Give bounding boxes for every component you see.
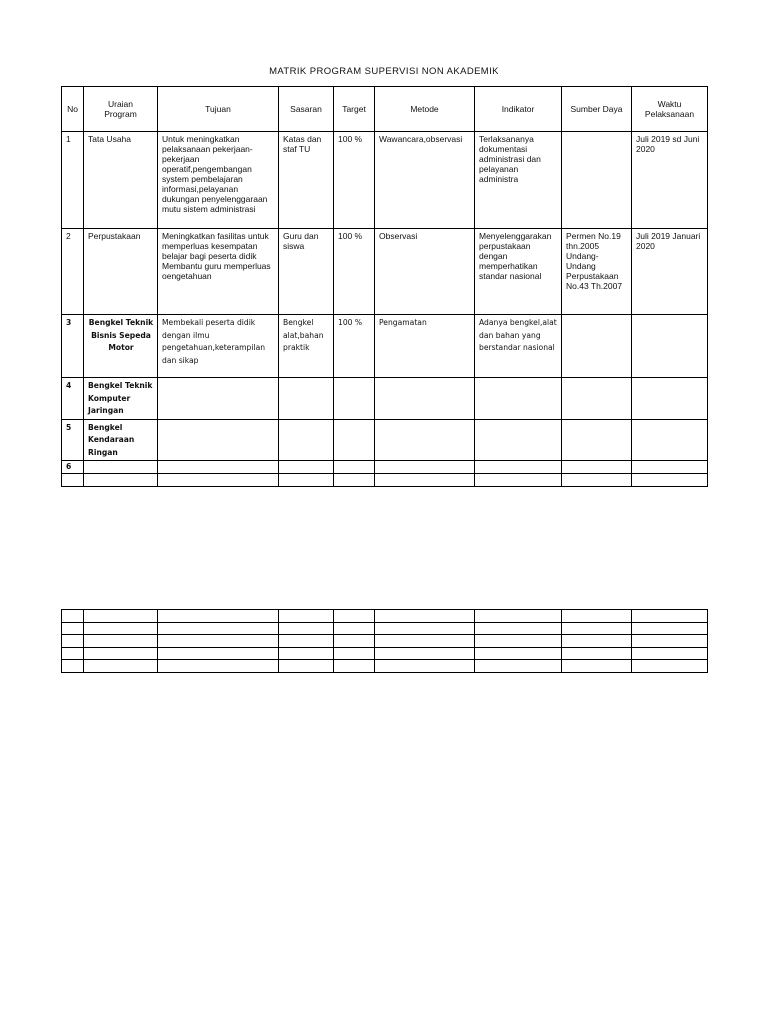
document-title: MATRIK PROGRAM SUPERVISI NON AKADEMIK [269, 66, 499, 77]
cell-sasaran: Katas dan staf TU [279, 132, 334, 229]
blank-grid-table [61, 609, 708, 673]
cell-sasaran [279, 461, 334, 474]
cell-tujuan [158, 461, 279, 474]
cell-tujuan [158, 419, 279, 461]
header-no: No [62, 87, 84, 132]
table-row [62, 229, 708, 315]
header-waktu-pelaksanaan [632, 87, 708, 132]
cell-target [334, 461, 375, 474]
cell-target [334, 474, 375, 487]
cell-sumber: Permen No.19 thn.2005 Undang-Undang Perpustakaan No.43 Th.2007 [562, 229, 632, 315]
header-uraian-line1: Uraian [107, 99, 134, 109]
cell-no: 3 [62, 315, 84, 378]
table-row [62, 378, 708, 420]
cell-uraian: Bengkel Teknik Bisnis Sepeda Motor [84, 315, 158, 378]
cell-target: 100 % [334, 132, 375, 229]
blank-row [62, 647, 708, 660]
cell-waktu [632, 378, 708, 420]
cell-sasaran [279, 474, 334, 487]
cell-indikator [475, 474, 562, 487]
table-row [62, 461, 708, 474]
table-row [62, 474, 708, 487]
cell-tujuan: Untuk meningkatkan pelaksanaan pekerjaan-pekerjaan operatif,pengembangan system pembelajaran informasi,pelayanan dukungan penyelenggaraan mutu sistem administrasi [158, 132, 279, 229]
cell-uraian: Perpustakaan [84, 229, 158, 315]
cell-waktu [632, 315, 708, 378]
table-row [62, 419, 708, 461]
header-target: Target [334, 87, 375, 132]
cell-indikator: Terlaksananya dokumentasi administrasi dan pelayanan administra [475, 132, 562, 229]
cell-uraian: Tata Usaha [84, 132, 158, 229]
blank-row [62, 635, 708, 648]
cell-sasaran: Guru dan siswa [279, 229, 334, 315]
cell-sumber [562, 461, 632, 474]
cell-target [334, 419, 375, 461]
cell-tujuan [158, 378, 279, 420]
supervision-matrix-table [61, 86, 708, 487]
header-metode: Metode [375, 87, 475, 132]
cell-indikator: Menyelenggarakan perpustakaan dengan memperhatikan standar nasional [475, 229, 562, 315]
cell-metode: Wawancara,observasi [375, 132, 475, 229]
cell-sasaran [279, 419, 334, 461]
header-tujuan: Tujuan [158, 87, 279, 132]
header-uraian-program [84, 87, 158, 132]
table-header-row [62, 87, 708, 132]
header-waktu-line1: Waktu [657, 99, 682, 109]
cell-waktu: Juli 2019 sd Juni 2020 [632, 132, 708, 229]
cell-tujuan [158, 474, 279, 487]
blank-row [62, 660, 708, 673]
cell-tujuan: Meningkatkan fasilitas untuk memperluas kesempatan belajar bagi peserta didik Membantu guru memperluas oengetahuan [158, 229, 279, 315]
cell-no: 5 [62, 419, 84, 461]
cell-metode [375, 378, 475, 420]
cell-indikator [475, 378, 562, 420]
cell-sumber [562, 419, 632, 461]
header-waktu-line2: Pelaksanaan [644, 109, 695, 119]
cell-target [334, 378, 375, 420]
header-indikator: Indikator [475, 87, 562, 132]
cell-indikator [475, 461, 562, 474]
header-sasaran: Sasaran [279, 87, 334, 132]
cell-no: 1 [62, 132, 84, 229]
cell-metode [375, 474, 475, 487]
cell-sasaran [279, 378, 334, 420]
cell-no [62, 474, 84, 487]
cell-no: 2 [62, 229, 84, 315]
cell-waktu [632, 474, 708, 487]
table-row [62, 132, 708, 229]
cell-target: 100 % [334, 315, 375, 378]
cell-sumber [562, 474, 632, 487]
cell-metode: Pengamatan [375, 315, 475, 378]
cell-uraian [84, 474, 158, 487]
blank-row [62, 610, 708, 623]
cell-sumber [562, 378, 632, 420]
cell-sumber [562, 132, 632, 229]
cell-metode [375, 461, 475, 474]
cell-target: 100 % [334, 229, 375, 315]
cell-tujuan: Membekali peserta didik dengan ilmu pengetahuan,keterampilan dan sikap [158, 315, 279, 378]
cell-metode: Observasi [375, 229, 475, 315]
cell-indikator [475, 419, 562, 461]
cell-metode [375, 419, 475, 461]
cell-waktu [632, 461, 708, 474]
cell-no: 4 [62, 378, 84, 420]
cell-waktu: Juli 2019 Januari 2020 [632, 229, 708, 315]
cell-uraian: Bengkel Teknik Komputer Jaringan [84, 378, 158, 420]
cell-no: 6 [62, 461, 84, 474]
header-sumber-daya: Sumber Daya [562, 87, 632, 132]
cell-sumber [562, 315, 632, 378]
blank-row [62, 622, 708, 635]
cell-uraian [84, 461, 158, 474]
cell-sasaran: Bengkel alat,bahan praktik [279, 315, 334, 378]
header-uraian-line2: Program [104, 109, 137, 119]
cell-waktu [632, 419, 708, 461]
cell-uraian: Bengkel Kendaraan Ringan [84, 419, 158, 461]
table-row [62, 315, 708, 378]
cell-indikator: Adanya bengkel,alat dan bahan yang berstandar nasional [475, 315, 562, 378]
